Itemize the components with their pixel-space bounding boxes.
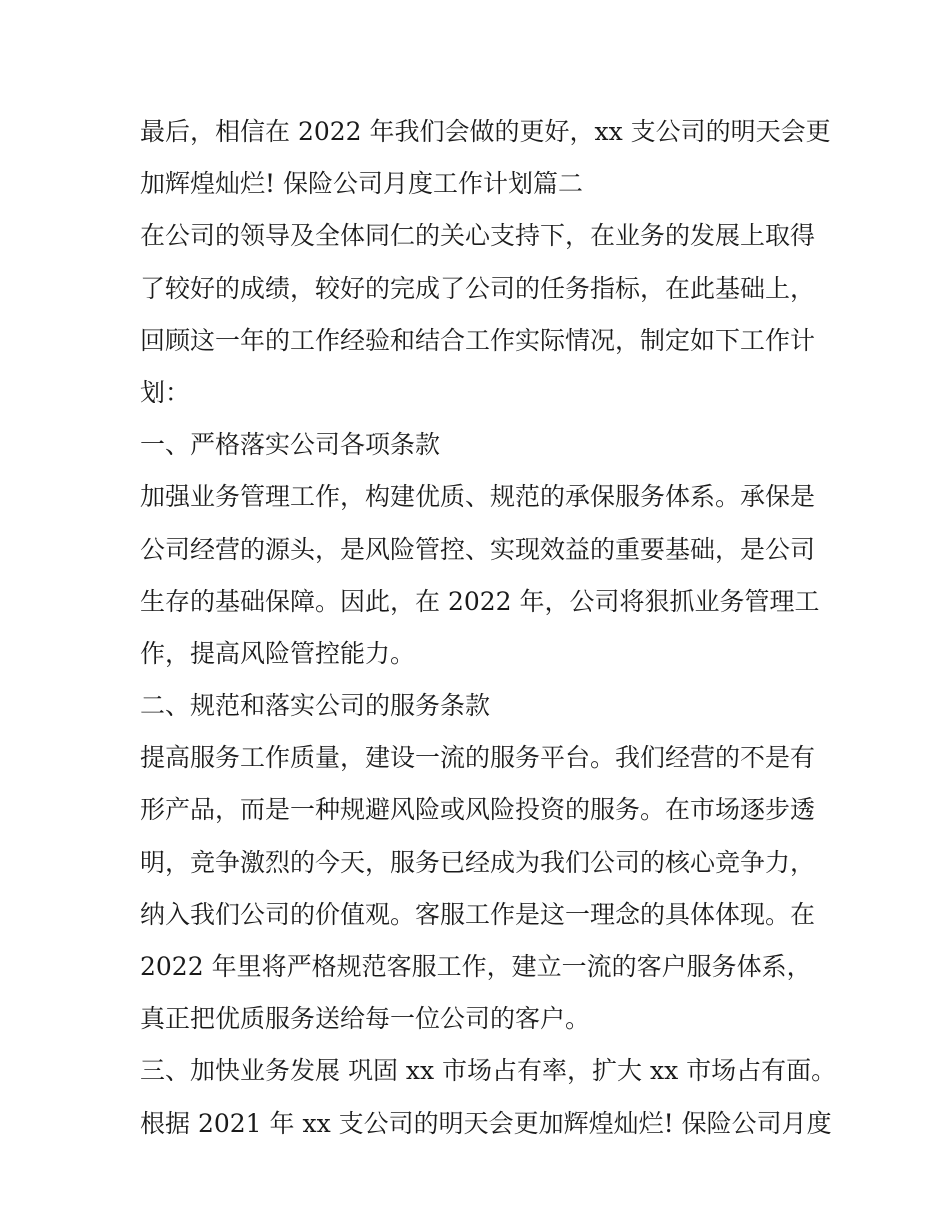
text-line: 根据 2021 年 xx 支公司的明天会更加辉煌灿烂! 保险公司月度 — [140, 1108, 832, 1138]
text-line: 纳入我们公司的价值观。客服工作是这一理念的具体体现。在 — [140, 899, 816, 929]
text-line: 最后，相信在 2022 年我们会做的更好，xx 支公司的明天会更 — [140, 117, 831, 146]
text-line: 回顾这一年的工作经验和结合工作实际情况，制定如下工作计 — [140, 325, 816, 355]
text-line: 加强业务管理工作，构建优质、规范的承保服务体系。承保是 — [140, 482, 816, 512]
text-line: 加辉煌灿烂! 保险公司月度工作计划篇二 — [140, 169, 583, 199]
text-line: 生存的基础保障。因此，在 2022 年，公司将狠抓业务管理工 — [140, 586, 820, 616]
text-line: 作，提高风险管控能力。 — [140, 638, 416, 668]
text-line: 真正把优质服务送给每一位公司的客户。 — [140, 1004, 591, 1034]
section-heading: 二、规范和落实公司的服务条款 — [140, 691, 491, 721]
text-line: 在公司的领导及全体同仁的关心支持下，在业务的发展上取得 — [140, 221, 816, 251]
text-line: 公司经营的源头，是风险管控、实现效益的重要基础，是公司 — [140, 534, 816, 564]
document-body — [140, 106, 837, 1150]
text-line: 形产品，而是一种规避风险或风险投资的服务。在市场逐步透 — [140, 795, 816, 825]
text-line: 明，竞争激烈的今天，服务已经成为我们公司的核心竞争力， — [140, 847, 816, 877]
text-line: 划： — [140, 377, 191, 407]
text-line: 2022 年里将严格规范客服工作，建立一流的客户服务体系， — [140, 952, 812, 981]
section-heading: 一、严格落实公司各项条款 — [140, 430, 441, 460]
text-line: 提高服务工作质量，建设一流的服务平台。我们经营的不是有 — [140, 743, 816, 773]
section-heading: 三、加快业务发展 巩固 xx 市场占有率，扩大 xx 市场占有面。 — [140, 1056, 837, 1086]
text-line: 了较好的成绩，较好的完成了公司的任务指标，在此基础上， — [140, 273, 816, 303]
